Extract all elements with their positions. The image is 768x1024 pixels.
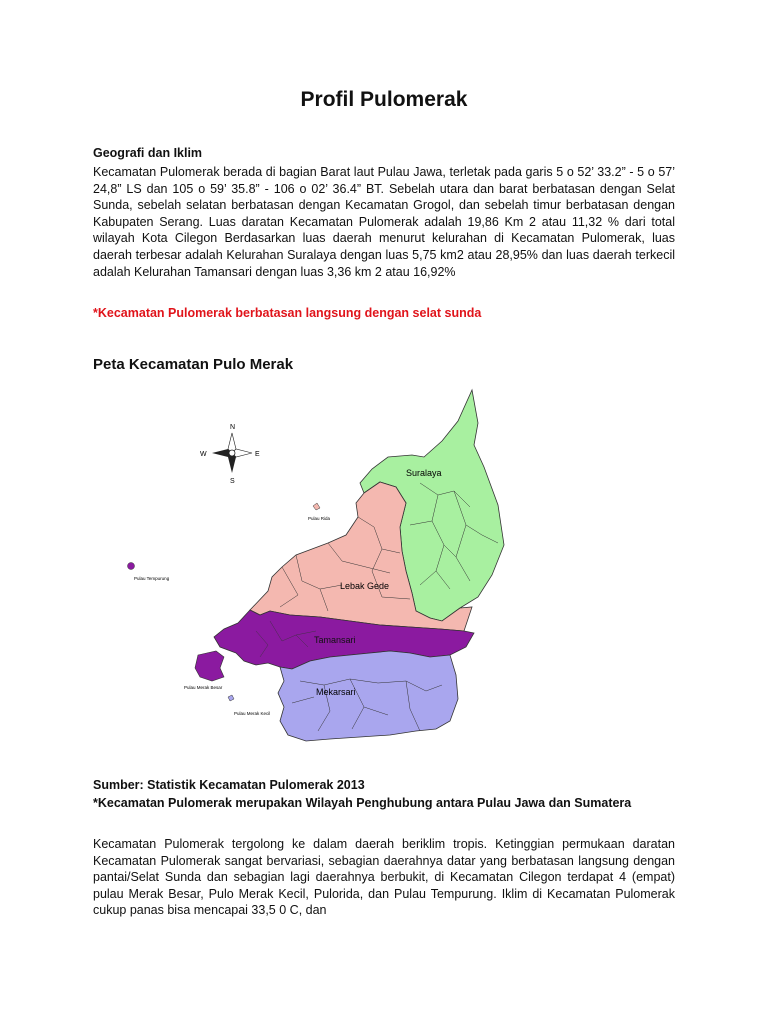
section-heading-geografi: Geografi dan Iklim: [93, 146, 203, 160]
island-rida: [313, 503, 320, 510]
geography-paragraph: Kecamatan Pulomerak berada di bagian Barat laut Pulau Jawa, terletak pada garis 5 o 52’ 33.2” - 5 o 57’ 24,8” LS dan 105 o 59’ 35.8” - 106 o 02’ 36.4” BT. Sebelah utara dan barat berbatasan dengan Selat Sunda, sebelah selatan berbatasan dengan Kecamatan Grogol, dan sebelah timur berbatasan dengan Kabupaten Serang. Luas daratan Kecamatan Pulomerak adalah 19,86 Km 2 atau 11,32 % dari total wilayah Kota Cilegon Berdasarkan luas daerah menurut kelurahan di Kecamatan Pulomerak, luas daerah terbesar adalah Kelurahan Suralaya dengan luas 5,75 km2 atau 28,95% dan luas daerah terkecil adalah Kelurahan Tamansari dengan luas 3,36 km 2 atau 16,92%: [93, 165, 675, 279]
climate-paragraph: Kecamatan Pulomerak tergolong ke dalam daerah beriklim tropis. Ketinggian permukaan daratan Kecamatan Pulomerak sangat bervariasi, sebagian daerahnya datar yang berbatasan langsung dengan pantai/Selat Sunda dan sebagian lagi daerahnya berbukit, di Kecamatan Cilegon terdapat 4 (empat) pulau Merak Besar, Pulo Merak Kecil, Pulorida, dan Pulau Tempurung. Iklim di Kecamatan Pulomerak cukup panas bisa mencapai 33,5 0 C, dan: [93, 837, 675, 918]
district-map-svg: [120, 385, 520, 765]
label-mekarsari: Mekarsari: [316, 687, 356, 697]
map-source: Sumber: Statistik Kecamatan Pulomerak 2013: [93, 778, 365, 792]
border-note: *Kecamatan Pulomerak berbatasan langsung dengan selat sunda: [93, 306, 482, 320]
label-lebak-gede: Lebak Gede: [340, 581, 390, 591]
map-heading: Peta Kecamatan Pulo Merak: [93, 356, 294, 373]
compass-icon: [200, 424, 260, 485]
compass-e: E: [255, 451, 260, 458]
island-rida-label: Pulau Rida: [308, 516, 331, 521]
compass-n: N: [230, 424, 236, 431]
island-merak-besar: [195, 651, 224, 681]
label-tamansari: Tamansari: [314, 635, 356, 645]
island-merak-kecil-label: Pulau Merak Kecil: [234, 711, 271, 716]
connector-note: *Kecamatan Pulomerak merupakan Wilayah Penghubung antara Pulau Jawa dan Sumatera: [93, 796, 632, 810]
island-tempurung: [128, 563, 135, 570]
compass-w: W: [200, 451, 207, 458]
region-mekarsari: [278, 651, 458, 741]
island-merak-kecil: [228, 695, 234, 701]
island-tempurung-label: Pulau Tempurung: [134, 576, 170, 581]
page-title: Profil Pulomerak: [300, 88, 468, 111]
label-suralaya: Suralaya: [406, 468, 442, 478]
district-map: [120, 385, 520, 765]
island-merak-besar-label: Pulau Merak Besar: [184, 685, 223, 690]
compass-s: S: [230, 478, 235, 485]
